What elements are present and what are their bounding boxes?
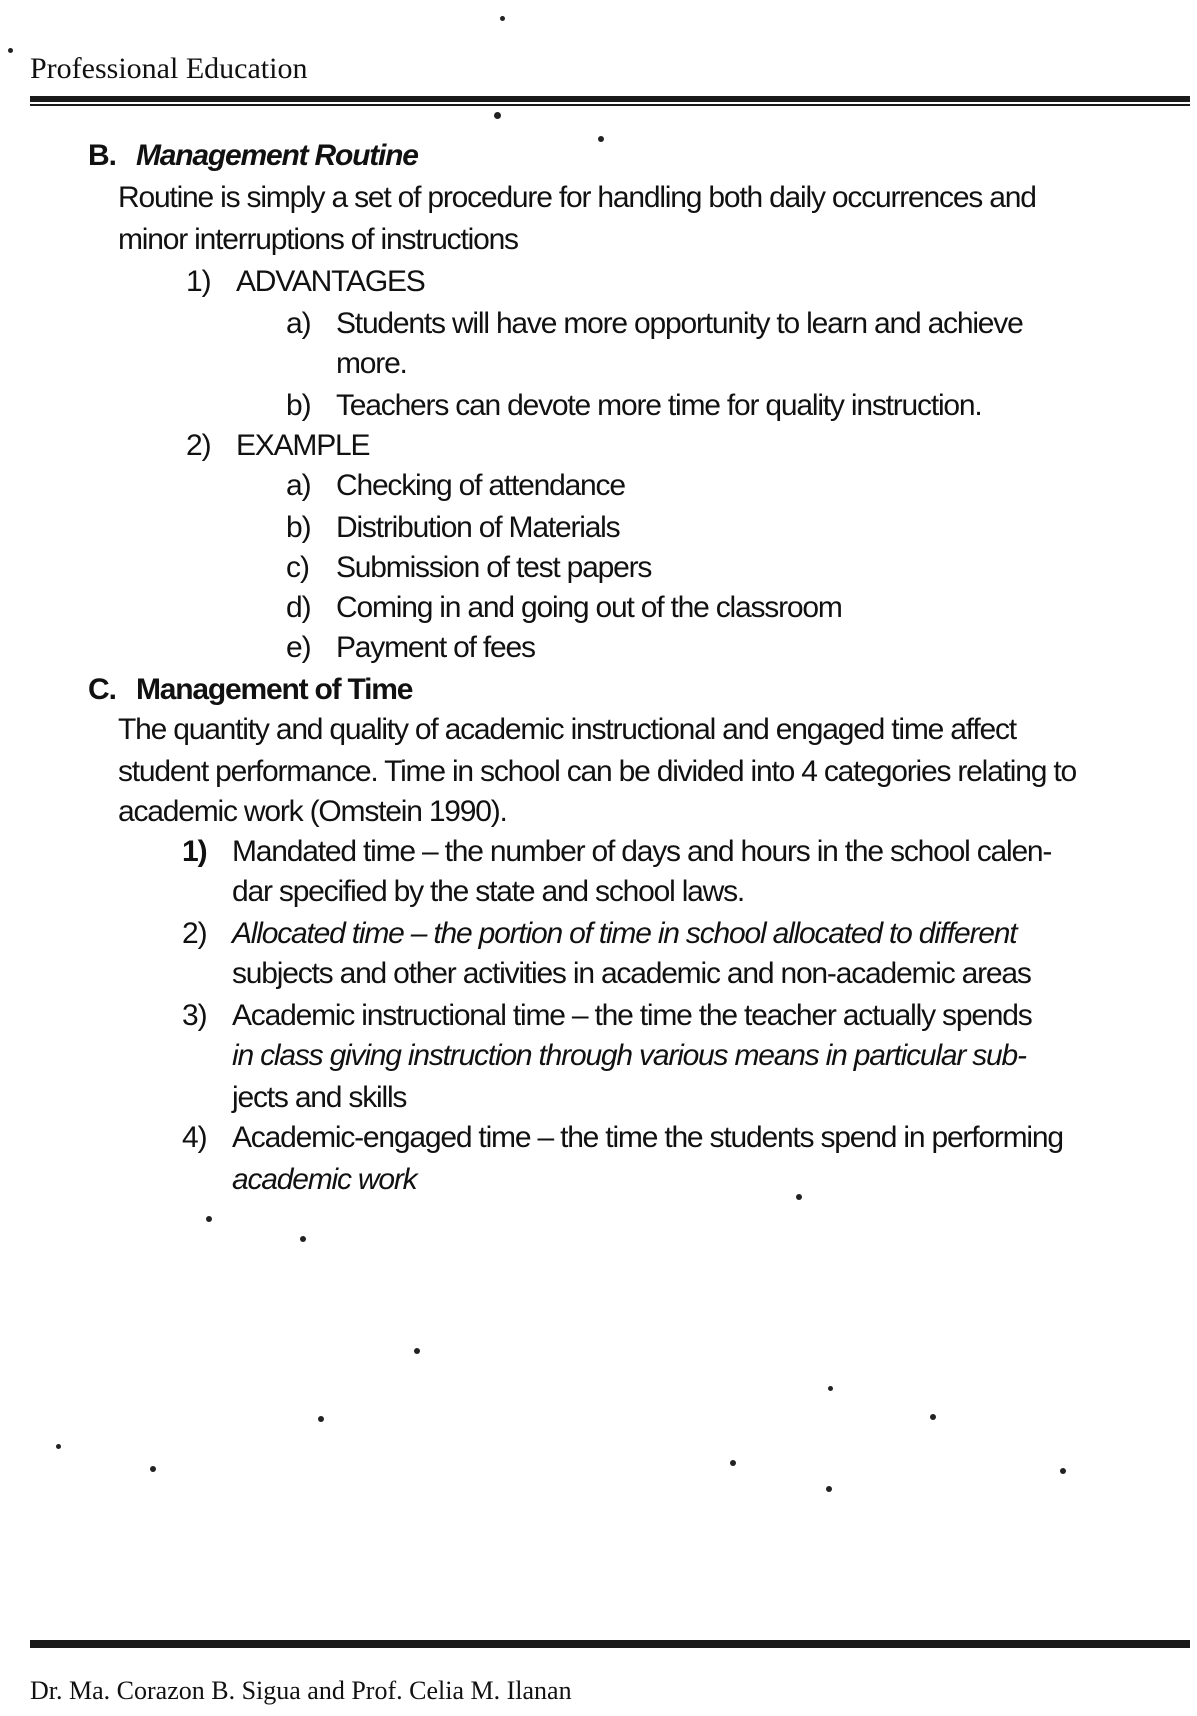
footer-rule	[30, 1640, 1190, 1648]
time-category-marker: 2)	[182, 917, 207, 950]
example-item-marker: b)	[286, 511, 311, 544]
time-category-marker: 3)	[182, 999, 207, 1032]
example-item: Payment of fees	[336, 631, 535, 664]
time-category-text: subjects and other activities in academic and non-academic areas	[232, 957, 1031, 990]
example-item-marker: a)	[286, 469, 311, 502]
section-b-intro-line: minor interruptions of instructions	[118, 223, 518, 256]
section-b-title: Management Routine	[136, 139, 418, 172]
example-item-marker: d)	[286, 591, 311, 624]
time-category-text: Academic instructional time – the time the teacher actually spends	[232, 999, 1032, 1032]
example-item-marker: e)	[286, 631, 311, 664]
time-category-text: academic work	[232, 1163, 417, 1196]
running-title: Professional Education	[30, 52, 308, 85]
advantage-marker: b)	[286, 389, 311, 422]
time-category-text: jects and skills	[232, 1081, 407, 1114]
time-category-text: Mandated time – the number of days and hours in the school calen-	[232, 835, 1052, 868]
footer-authors: Dr. Ma. Corazon B. Sigua and Prof. Celia M. Ilanan	[30, 1676, 572, 1705]
example-item: Distribution of Materials	[336, 511, 620, 544]
time-category-text: in class giving instruction through various means in particular sub-	[232, 1039, 1026, 1072]
time-category-marker: 4)	[182, 1121, 207, 1154]
header-rule	[30, 96, 1190, 102]
section-b-intro-line: Routine is simply a set of procedure for handling both daily occurrences and	[118, 181, 1036, 214]
advantages-marker: 1)	[186, 265, 211, 298]
example-item: Submission of test papers	[336, 551, 652, 584]
advantage-marker: a)	[286, 307, 311, 340]
advantage-text: more.	[336, 347, 407, 380]
section-c-title: Management of Time	[136, 673, 413, 706]
section-c-intro-line: The quantity and quality of academic instructional and engaged time affect	[118, 713, 1016, 746]
advantage-text: Teachers can devote more time for quality instruction.	[336, 389, 982, 422]
advantage-text: Students will have more opportunity to learn and achieve	[336, 307, 1023, 340]
time-category-text: dar specified by the state and school laws.	[232, 875, 745, 908]
time-category-text: Allocated time – the portion of time in school allocated to different	[232, 917, 1017, 950]
example-marker: 2)	[186, 429, 211, 462]
section-c-marker: C.	[88, 673, 116, 706]
section-c-intro-line: student performance. Time in school can be divided into 4 categories relating to	[118, 755, 1076, 788]
example-title: EXAMPLE	[236, 429, 370, 462]
advantages-title: ADVANTAGES	[236, 265, 425, 298]
header-rule-thin	[30, 104, 1190, 106]
section-c-intro-line: academic work (Omstein 1990).	[118, 795, 507, 828]
example-item: Coming in and going out of the classroom	[336, 591, 842, 624]
time-category-text: Academic-engaged time – the time the students spend in performing	[232, 1121, 1063, 1154]
example-item: Checking of attendance	[336, 469, 625, 502]
example-item-marker: c)	[286, 551, 309, 584]
time-category-marker: 1)	[182, 835, 207, 868]
section-b-marker: B.	[88, 139, 116, 172]
